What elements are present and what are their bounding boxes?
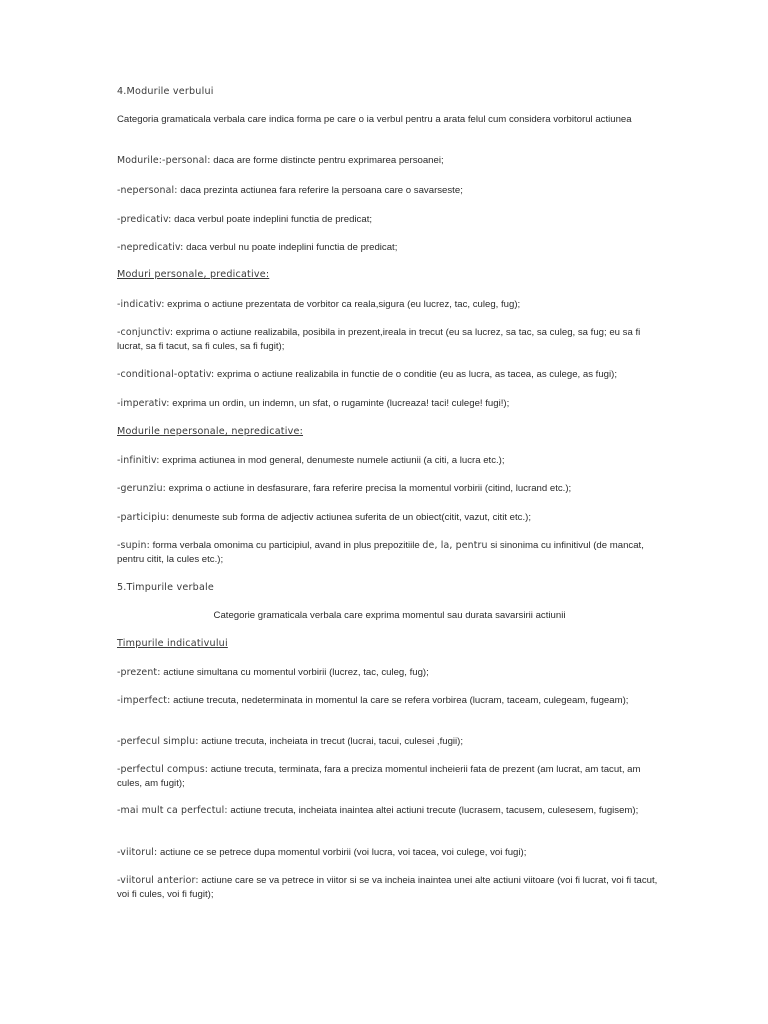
timp-viitor [117, 846, 662, 860]
term: -infinitiv: [117, 455, 160, 466]
term: -gerunziu: [117, 483, 166, 494]
definition: exprima o actiune in desfasurare, fara referire precisa la momentul vorbirii (citind, lucrand etc.); [165, 483, 572, 494]
section-5-title [117, 581, 662, 595]
term: -conjunctiv: [117, 327, 174, 338]
timp-prezent [117, 666, 662, 680]
section-4-intro [117, 113, 662, 127]
definition-continued: si sinonima cu infinitivul (de mancat, pentru citit, la cules etc.); [117, 540, 644, 565]
timpuri-heading [117, 637, 662, 651]
definition: exprima un ordin, un indemn, un sfat, o rugaminte (lucreaza! taci! culege! fugi!); [169, 398, 510, 409]
definition: forma verbala omonima cu participiul, avand in plus prepozitiile [149, 540, 423, 551]
term: -nepredicativ: [117, 242, 184, 253]
term: -imperativ: [117, 398, 170, 409]
term: -indicativ: [117, 299, 165, 310]
term: -prezent: [117, 667, 161, 678]
term: Modurile:-personal: [117, 155, 211, 166]
nepersonale-heading [117, 425, 662, 439]
definition: daca verbul nu poate indeplini functia de predicat; [183, 242, 398, 253]
term: -perfecul simplu: [117, 736, 199, 747]
subheading: Timpurile indicativului [117, 638, 228, 649]
definition: exprima o actiune realizabila, posibila in prezent,ireala in trecut (eu sa lucrez, sa tac, sa culeg, sa fug; eu sa fi lucrat, sa fi tacut, sa fi cules, sa fi fugit); [117, 327, 641, 352]
mod-personal [117, 154, 662, 168]
term: -viitorul: [117, 847, 158, 858]
term: -predicativ: [117, 214, 172, 225]
definition: actiune trecuta, terminata, fara a preciza momentul incheierii fata de prezent (am lucrat, am tacut, am cules, am fugit); [117, 764, 641, 789]
term: -mai mult ca perfectul: [117, 805, 228, 816]
term: -imperfect: [117, 695, 171, 706]
mod-indicativ [117, 298, 662, 312]
section-title: 5.Timpurile verbale [117, 582, 214, 593]
timp-perfect-compus [117, 763, 662, 790]
intro-paragraph: Categoria gramaticala verbala care indica forma pe care o ia verbul pentru a arata felul cum considera vorbitorul actiunea [117, 114, 632, 125]
definition: exprima o actiune prezentata de vorbitor ca reala,sigura (eu lucrez, tac, culeg, fug); [164, 299, 521, 310]
personale-heading [117, 268, 662, 282]
definition: actiune trecuta, nedeterminata in momentul la care se refera vorbirea (lucram, taceam, culegeam, fugeam); [170, 695, 629, 706]
mod-nepredicativ [117, 241, 662, 255]
subheading: Modurile nepersonale, nepredicative: [117, 426, 304, 437]
definition: exprima o actiune realizabila in functie de o conditie (eu as lucra, as tacea, as culege, as fugi); [214, 369, 618, 380]
term: -participiu: [117, 512, 170, 523]
term: -nepersonal: [117, 185, 178, 196]
section-4-title [117, 85, 662, 99]
definition: denumeste sub forma de adjectiv actiunea suferita de un obiect(citit, vazut, citit etc.); [169, 512, 531, 523]
timp-imperfect [117, 694, 662, 708]
mod-conditional-optativ [117, 368, 662, 382]
section-5-intro [117, 609, 662, 623]
mod-nepersonal [117, 184, 662, 198]
timp-mai-mult-ca-perfect [117, 804, 662, 818]
term: -conditional-optativ: [117, 369, 215, 380]
definition: exprima actiunea in mod general, denumeste numele actiunii (a citi, a lucra etc.); [159, 455, 505, 466]
section-title: 4.Modurile verbului [117, 86, 214, 97]
mod-gerunziu [117, 482, 662, 496]
definition: actiune trecuta, incheiata inaintea altei actiuni trecute (lucrasem, tacusem, culesesem, fugisem); [227, 805, 639, 816]
mod-participiu [117, 511, 662, 525]
term: -viitorul anterior: [117, 875, 199, 886]
mod-conjunctiv [117, 326, 662, 353]
timp-viitor-anterior [117, 874, 662, 901]
timp-perfect-simplu [117, 735, 662, 749]
term: -supin: [117, 540, 150, 551]
mod-imperativ [117, 397, 662, 411]
term: -perfectul compus: [117, 764, 209, 775]
intro-paragraph: Categorie gramaticala verbala care exprima momentul sau durata savarsirii actiunii [213, 610, 566, 621]
mod-supin [117, 539, 662, 566]
definition: actiune care se va petrece in viitor si se va incheia inaintea unei alte actiuni viitoare (voi fi lucrat, voi fi tacut, voi fi cules, voi fi fugit); [117, 875, 658, 900]
definition: actiune trecuta, incheiata in trecut (lucrai, tacui, culesei ,fugii); [198, 736, 464, 747]
mod-infinitiv [117, 454, 662, 468]
prepositions: de, la, pentru [422, 540, 488, 551]
definition: actiune ce se petrece dupa momentul vorbirii (voi lucra, voi tacea, voi culege, voi fugi); [157, 847, 527, 858]
subheading: Moduri personale, predicative: [117, 269, 270, 280]
definition: daca are forme distincte pentru exprimarea persoanei; [210, 155, 444, 166]
definition: daca verbul poate indeplini functia de predicat; [171, 214, 373, 225]
definition: actiune simultana cu momentul vorbirii (lucrez, tac, culeg, fug); [160, 667, 429, 678]
mod-predicativ [117, 213, 662, 227]
definition: daca prezinta actiunea fara referire la persoana care o savarseste; [177, 185, 463, 196]
